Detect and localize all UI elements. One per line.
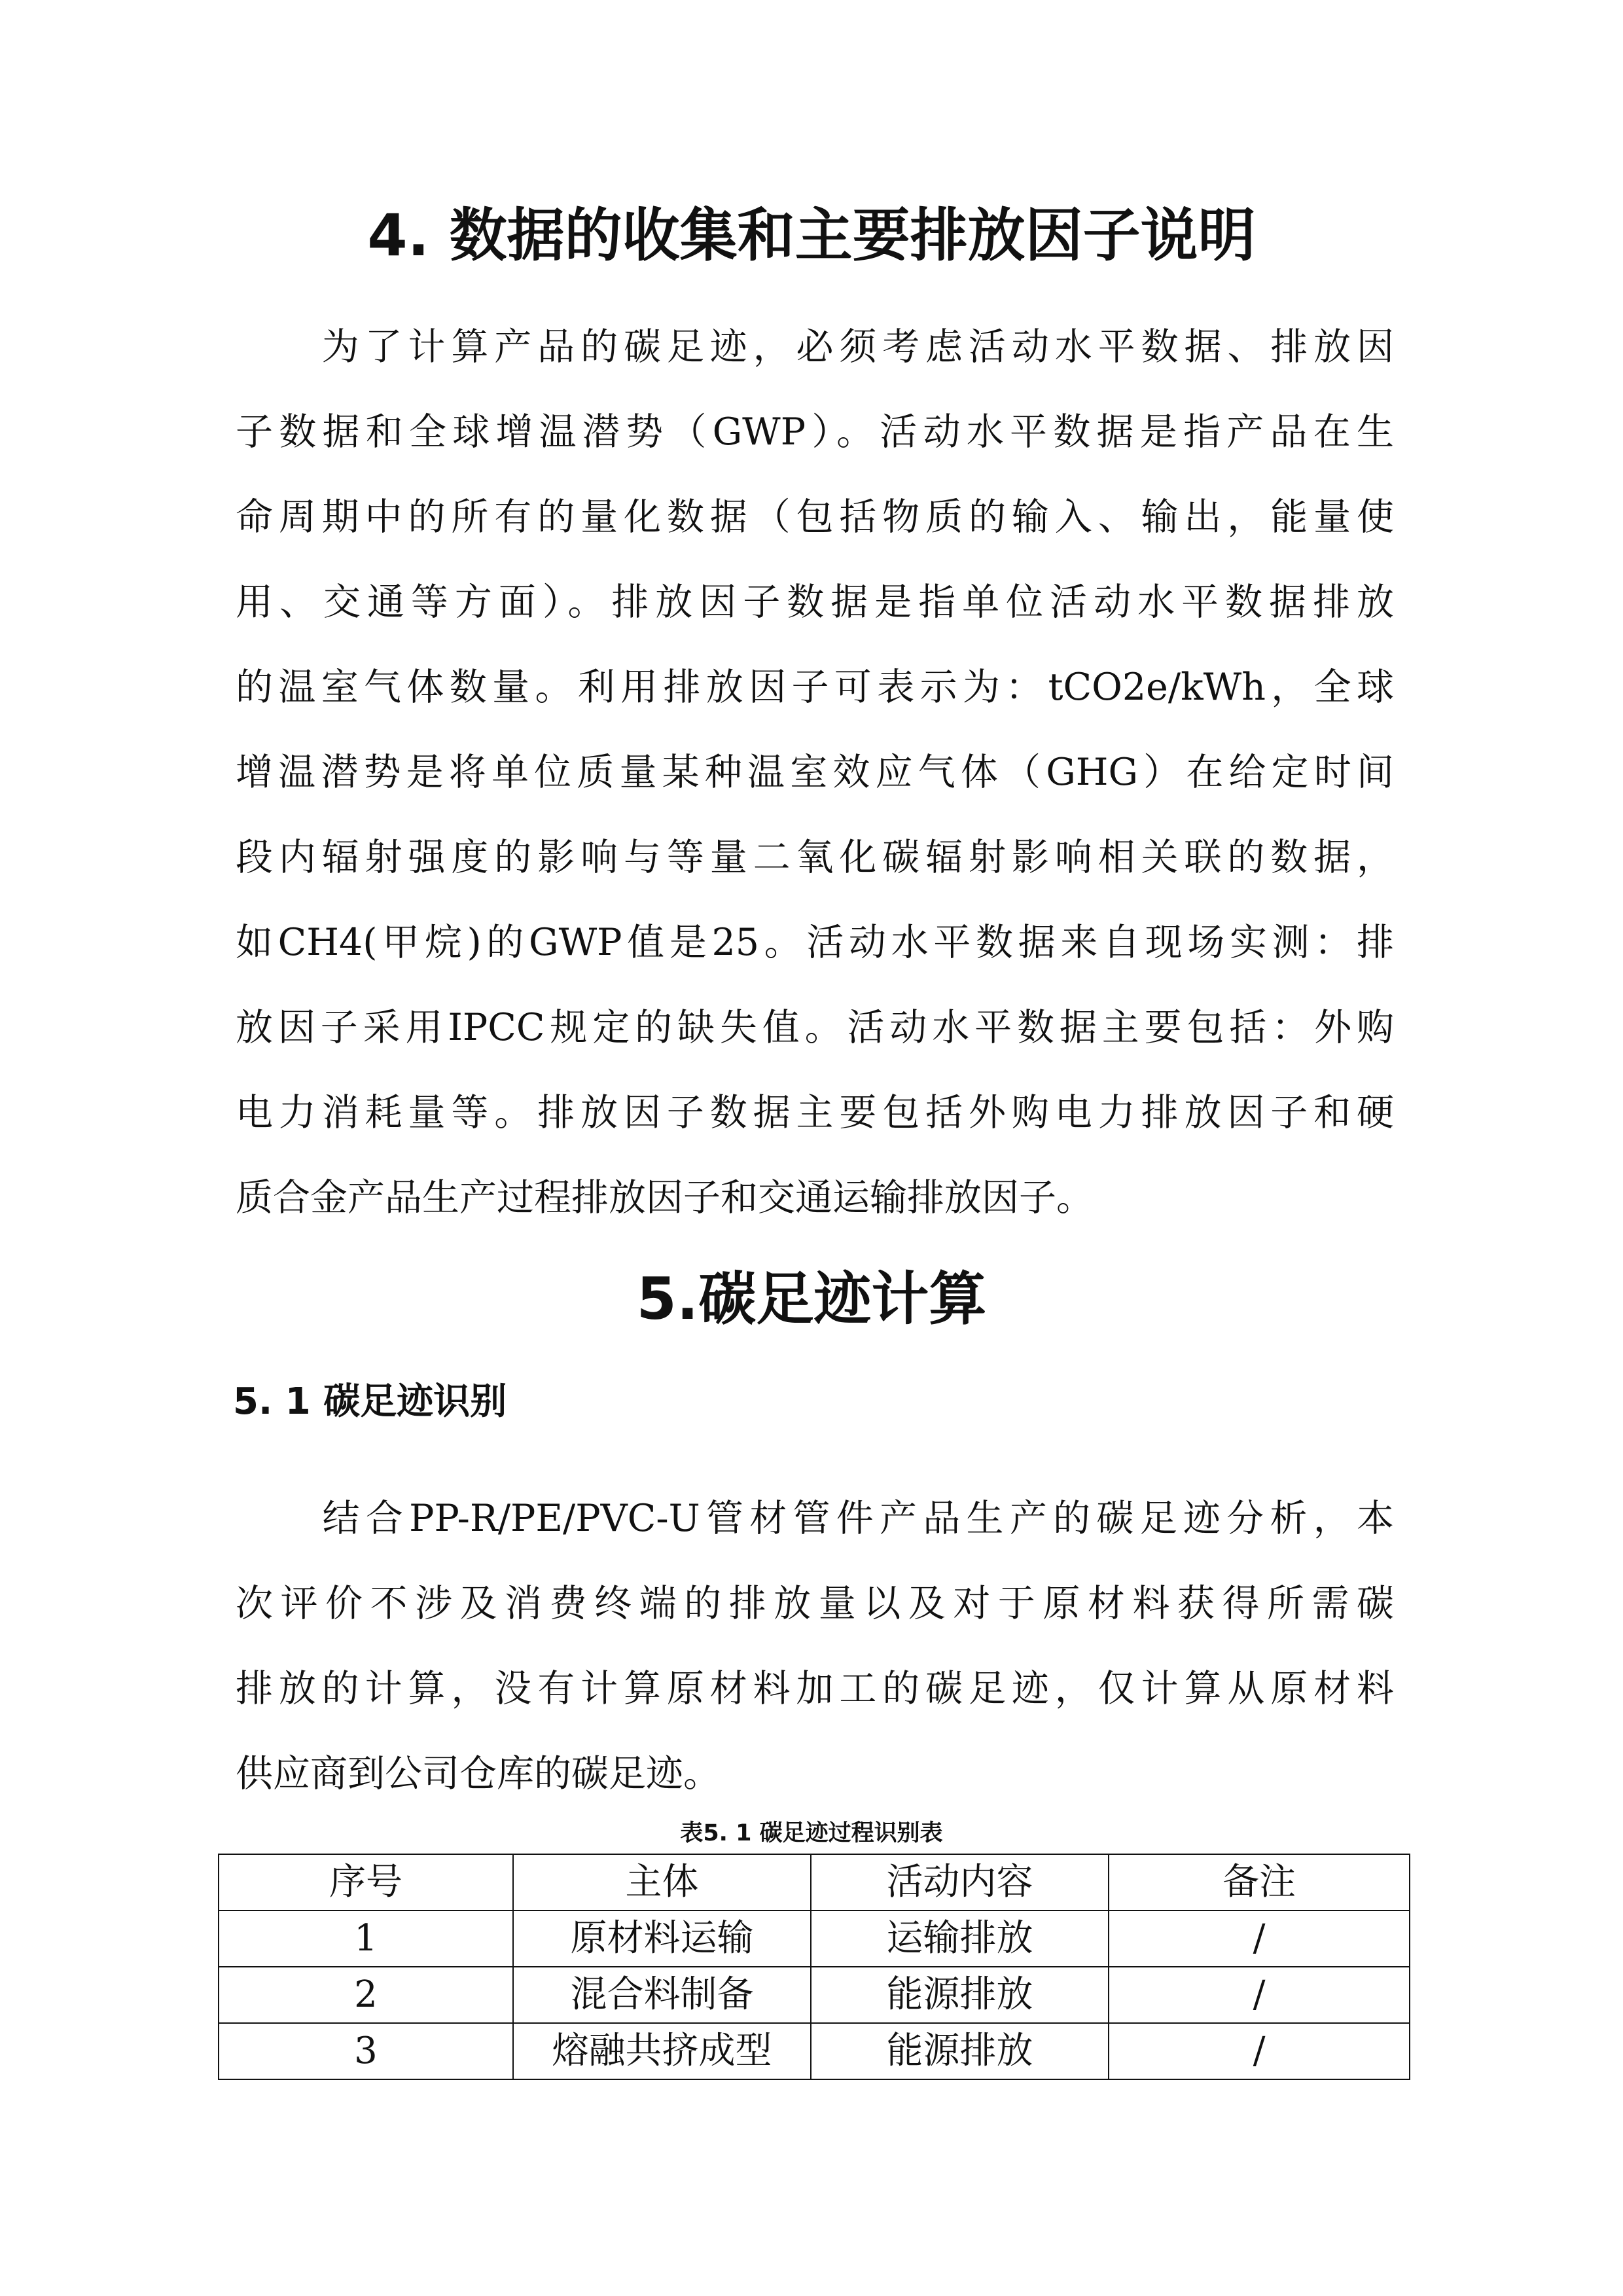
section-4-heading: 4. 数据的收集和主要排放因子说明 [367, 202, 1256, 269]
table-cell: 运输排放 [811, 1910, 1109, 1967]
header-cell: 主体 [513, 1854, 811, 1910]
table-cell: / [1109, 1967, 1410, 2023]
table-cell: 能源排放 [811, 2023, 1109, 2079]
table-cell: 混合料制备 [513, 1967, 811, 2023]
paragraph-line: 放因子采用IPCC规定的缺失值。活动水平数据主要包括：外购 [236, 1006, 1394, 1049]
paragraph-line: 增温潜势是将单位质量某种温室效应气体（GHG）在给定时间 [236, 751, 1394, 794]
paragraph-line: 如CH4(甲烷)的GWP值是25。活动水平数据来自现场实测：排 [236, 921, 1394, 964]
table-cell: 3 [219, 2023, 513, 2079]
paragraph-line: 用、交通等方面）。排放因子数据是指单位活动水平数据排放 [236, 581, 1394, 624]
table-cell: 1 [219, 1910, 513, 1967]
paragraph-line: 次评价不涉及消费终端的排放量以及对于原材料获得所需碳 [236, 1582, 1394, 1625]
table-caption: 表5. 1 碳足迹过程识别表 [680, 1820, 943, 1846]
table-cell: 能源排放 [811, 1967, 1109, 2023]
header-cell: 活动内容 [811, 1854, 1109, 1910]
carbon-footprint-process-table [218, 1854, 1410, 2080]
table-cell: 原材料运输 [513, 1910, 811, 1967]
table-cell: / [1109, 2023, 1410, 2079]
table-cell: / [1109, 1910, 1410, 1967]
header-cell: 序号 [219, 1854, 513, 1910]
paragraph-line: 供应商到公司仓库的碳足迹。 [236, 1752, 721, 1795]
section-5-heading: 5.碳足迹计算 [636, 1265, 987, 1333]
paragraph-line: 的温室气体数量。利用排放因子可表示为：tCO2e/kWh，全球 [236, 666, 1394, 709]
header-cell: 备注 [1109, 1854, 1410, 1910]
paragraph-line: 排放的计算，没有计算原材料加工的碳足迹，仅计算从原材料 [236, 1667, 1394, 1710]
table-row [219, 2023, 1410, 2079]
paragraph-line: 命周期中的所有的量化数据（包括物质的输入、输出，能量使 [236, 495, 1394, 539]
table-row [219, 1910, 1410, 1967]
paragraph-line: 段内辐射强度的影响与等量二氧化碳辐射影响相关联的数据， [236, 836, 1394, 879]
table-cell: 熔融共挤成型 [513, 2023, 811, 2079]
paragraph-line: 子数据和全球增温潜势（GWP）。活动水平数据是指产品在生 [236, 410, 1394, 454]
table-row [219, 1967, 1410, 2023]
table-header-row [219, 1854, 1410, 1910]
table-cell: 2 [219, 1967, 513, 2023]
paragraph-line: 为了计算产品的碳足迹，必须考虑活动水平数据、排放因 [236, 325, 1394, 368]
paragraph-line: 结合PP-R/PE/PVC-U管材管件产品生产的碳足迹分析，本 [236, 1497, 1394, 1540]
paragraph-line: 电力消耗量等。排放因子数据主要包括外购电力排放因子和硬 [236, 1091, 1394, 1134]
section-5-1-subheading: 5. 1 碳足迹识别 [233, 1380, 507, 1423]
paragraph-line: 质合金产品生产过程排放因子和交通运输排放因子。 [236, 1176, 1094, 1219]
